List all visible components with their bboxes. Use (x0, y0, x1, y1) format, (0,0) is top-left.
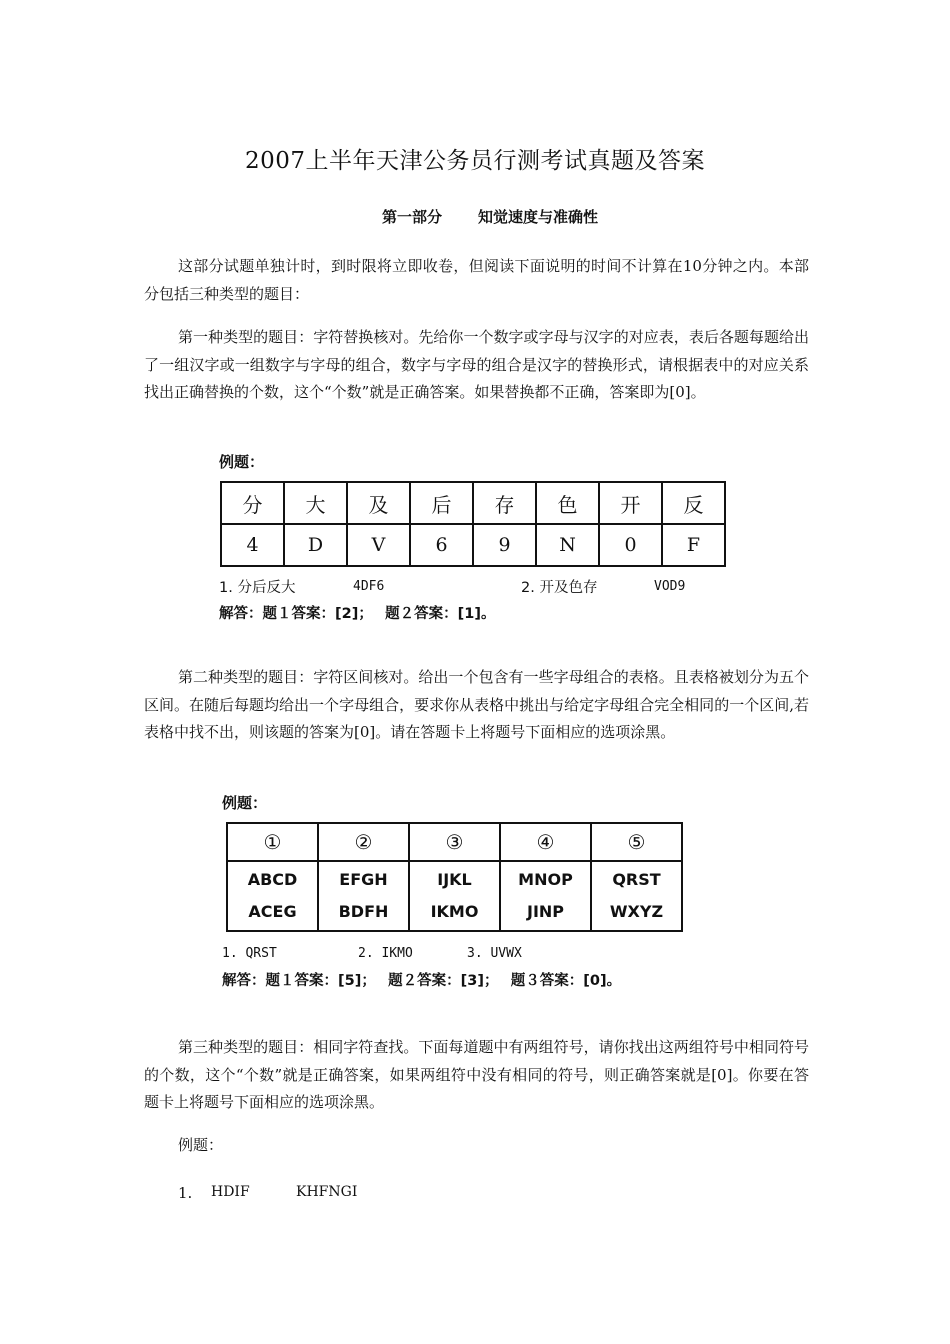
table-cell: 反 (662, 482, 725, 524)
section-heading (0, 206, 950, 227)
example3-label: 例题： (178, 1136, 224, 1154)
table-cell: 及 (347, 482, 410, 524)
question-text: 2. IKMO (358, 946, 413, 961)
example2-question-3 (467, 945, 522, 961)
example2-question-1 (222, 945, 277, 961)
example1-answer: 解答：题１答案：[2]； 题２答案：[1]。 (219, 606, 496, 622)
range-header: ④ (500, 823, 591, 861)
range-table (226, 822, 683, 932)
table-cell: N (536, 524, 599, 566)
example1-question-1-code (353, 578, 384, 594)
question-code: 4DF6 (353, 579, 385, 594)
section-name: 知觉速度与准确性 (478, 208, 599, 226)
table-cell: 9 (473, 524, 536, 566)
table-cell: F (662, 524, 725, 566)
range-combo: MNOP (518, 870, 573, 889)
table-cell: V (347, 524, 410, 566)
example3-left-group: HDIF (211, 1184, 250, 1200)
example1-label: 例题： (219, 453, 265, 471)
range-header: ② (318, 823, 409, 861)
table-cell: D (284, 524, 347, 566)
intro-paragraph: 这部分试题单独计时，到时限将立即收卷，但阅读下面说明的时间不计算在10分钟之内。本部分包括三种类型的题目： (144, 257, 809, 303)
type1-description: 第一种类型的题目：字符替换核对。先给你一个数字或字母与汉字的对应表，表后各题每题给出了一组汉字或一组数字与字母的组合，数字与字母的组合是汉字的替换形式，请根据表中的对应关系找出正确替换的个数，这个“个数”就是正确答案。如果替换都不正确，答案即为[0]。 (144, 328, 809, 401)
range-combo: WXYZ (609, 902, 664, 921)
range-combo: IJKL (437, 870, 472, 889)
question-chars: 开及色存 (539, 580, 598, 596)
range-cell (227, 861, 318, 931)
example1-question-2-code (654, 578, 685, 594)
table-cell: 开 (599, 482, 662, 524)
table-cell: 分 (221, 482, 284, 524)
range-body-row (227, 861, 682, 931)
char-code-table (220, 481, 726, 567)
char-row (221, 482, 725, 524)
table-cell: 存 (473, 482, 536, 524)
range-cell (318, 861, 409, 931)
page-title: 2007上半年天津公务员行测考试真题及答案 (244, 148, 706, 174)
range-combo: BDFH (338, 902, 389, 921)
table-cell: 6 (410, 524, 473, 566)
range-combo: EFGH (339, 870, 388, 889)
example1-question-2 (521, 576, 597, 597)
table-cell: 大 (284, 482, 347, 524)
code-row (221, 524, 725, 566)
range-cell (500, 861, 591, 931)
example2-question-2 (358, 945, 413, 961)
question-chars: 分后反大 (237, 580, 296, 596)
range-combo: QRST (612, 870, 661, 889)
question-number: 1. (219, 580, 233, 596)
range-cell (409, 861, 500, 931)
question-code: VOD9 (654, 579, 686, 594)
range-header: ③ (409, 823, 500, 861)
type2-description: 第二种类型的题目：字符区间核对。给出一个包含有一些字母组合的表格。且表格被划分为五个区间。在随后每题均给出一个字母组合，要求你从表格中挑出与给定字母组合完全相同的一个区间,若表格中找不出，则该题的答案为[0]。请在答题卡上将题号下面相应的选项涂黑。 (144, 668, 809, 741)
range-cell (591, 861, 682, 931)
section-part: 第一部分 (381, 208, 442, 226)
type3-description: 第三种类型的题目：相同字符查找。下面每道题中有两组符号，请你找出这两组符号中相同符号的个数，这个“个数”就是正确答案，如果两组符中没有相同的符号，则正确答案就是[0]。你要在答题卡上将题号下面相应的选项涂黑。 (144, 1038, 809, 1111)
range-combo: ACEG (248, 902, 297, 921)
example2-label: 例题： (222, 794, 268, 812)
table-cell: 后 (410, 482, 473, 524)
range-header: ① (227, 823, 318, 861)
question-text: 3. UVWX (467, 946, 522, 961)
range-header-row (227, 823, 682, 861)
range-combo: IKMO (430, 902, 479, 921)
range-combo: ABCD (247, 870, 298, 889)
range-combo: JINP (526, 902, 565, 921)
table-cell: 0 (599, 524, 662, 566)
example3-question-number: 1. (178, 1184, 193, 1202)
example3-right-group: KHFNGI (296, 1184, 358, 1200)
example1-question-1 (219, 576, 295, 597)
example2-answer: 解答：题１答案：[5]； 题２答案：[3]； 题３答案：[0]。 (222, 973, 622, 989)
table-cell: 色 (536, 482, 599, 524)
table-cell: 4 (221, 524, 284, 566)
range-header: ⑤ (591, 823, 682, 861)
question-text: 1. QRST (222, 946, 277, 961)
question-number: 2. (521, 580, 535, 596)
